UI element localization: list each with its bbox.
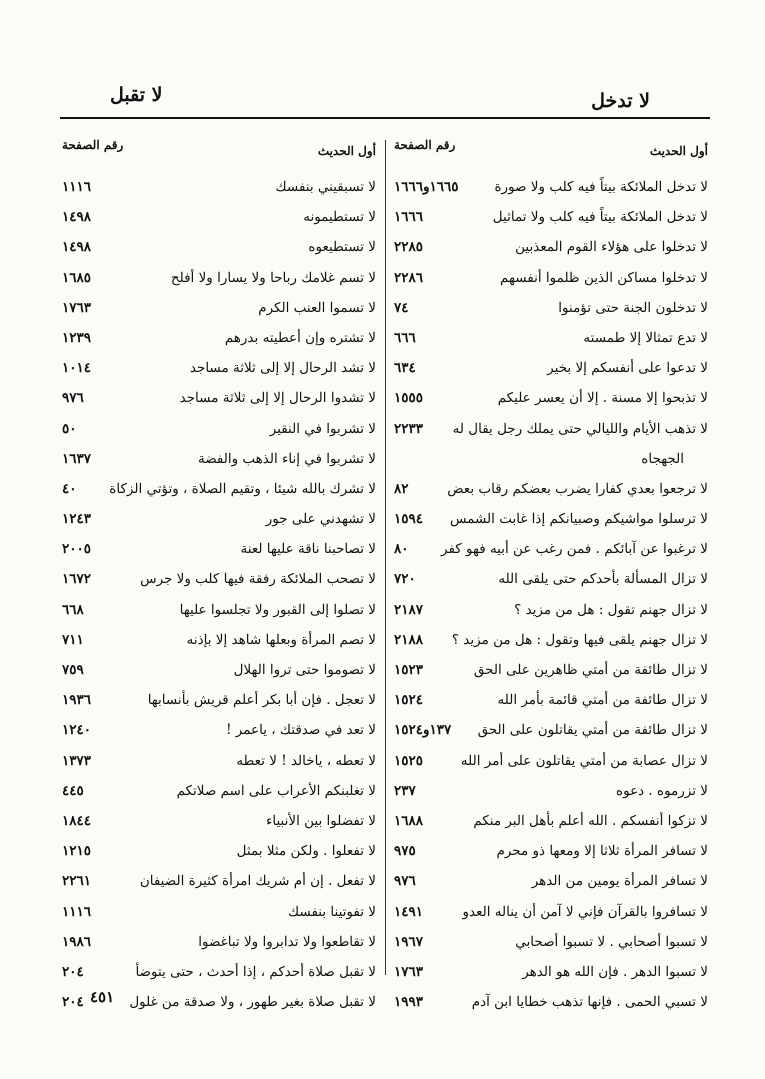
index-entry — [60, 836, 378, 866]
right-column-header — [392, 138, 710, 172]
hadith-incipit: لا تفعل . إن أم شريك امرأة كثيرة الضيفان — [139, 873, 376, 890]
index-entry — [60, 866, 378, 896]
page-number: ١٦٨٥ — [62, 269, 92, 286]
hadith-incipit: لا تسبوا أصحابي . لا تسبوا أصحابي — [515, 933, 708, 950]
index-entry — [60, 957, 378, 987]
page-number: ٨٠ — [394, 541, 409, 558]
hadith-incipit: لا تغلبنكم الأعراب على اسم صلاتكم — [176, 782, 376, 799]
hadith-incipit: لا تزال طائفة من أمتي يقاتلون على الحق — [477, 722, 708, 739]
index-entry — [392, 323, 710, 353]
page-number: ١٨٤٤ — [62, 812, 92, 829]
hadith-incipit: لا تقبل صلاة بغير طهور ، ولا صدقة من غلول — [129, 994, 376, 1011]
page-number: ٦٦٨ — [62, 601, 84, 618]
page-number: ١٦٣٧ — [62, 450, 92, 467]
page-number: ٩٧٥ — [394, 843, 416, 860]
index-entry — [392, 534, 710, 564]
index-entry — [392, 987, 710, 1017]
page-number: ٢٢٦١ — [62, 873, 92, 890]
index-entry — [60, 444, 378, 474]
column-divider — [385, 140, 386, 975]
hadith-incipit: لا تزال جهنم يلقى فيها وتقول : هل من مزيد ؟ — [451, 631, 708, 648]
hadith-incipit: لا تزكوا أنفسكم . الله أعلم بأهل البر منكم — [473, 812, 708, 829]
hadith-start-header: أول الحديث — [649, 144, 708, 158]
page-number: ٢٠٤ — [62, 963, 84, 980]
hadith-incipit: لا تصاحبنا ناقة عليها لعنة — [240, 541, 376, 558]
page-number: ١٦٦٥و١٦٦٦ — [394, 179, 459, 195]
page-number: ٢١٨٧ — [394, 601, 424, 618]
page-number: ٢٢٣٣ — [394, 420, 424, 437]
index-entry — [60, 595, 378, 625]
hadith-incipit: لا تفوتينا بنفسك — [288, 903, 376, 920]
index-entry — [392, 776, 710, 806]
index-entry — [392, 353, 710, 383]
index-entry — [60, 414, 378, 444]
page-number: ١٢٤٠ — [62, 722, 92, 739]
index-entry — [392, 806, 710, 836]
hadith-incipit: لا ترغبوا عن آبائكم . فمن رغب عن أبيه فهو كفر — [441, 541, 708, 558]
hadith-incipit: لا تزال طائفة من أمتي قائمة بأمر الله — [497, 692, 708, 709]
page-number: ١٩٩٣ — [394, 994, 424, 1011]
index-entry — [392, 715, 710, 745]
hadith-incipit: لا تعد في صدقتك ، ياعمر ! — [226, 722, 376, 739]
hadith-incipit: لا تسافر المرأة يومين من الدهر — [531, 873, 708, 890]
page-number: ١١١٦ — [62, 179, 92, 195]
index-entry — [60, 474, 378, 504]
hadith-incipit: لا تدعوا على أنفسكم إلا بخير — [547, 360, 708, 377]
page-number: ١٣٧و١٥٢٤ — [394, 722, 452, 739]
page-number: ٤٤٥ — [62, 782, 84, 799]
index-entry — [392, 564, 710, 594]
page-number: ١٠١٤ — [62, 360, 92, 377]
index-entry — [392, 202, 710, 232]
index-entry — [392, 625, 710, 655]
page-folio: ٤٥١ — [90, 988, 115, 1006]
index-entry — [60, 897, 378, 927]
hadith-incipit: لا تسبي الحمى . فإنها تذهب خطايا ابن آدم — [471, 994, 708, 1011]
page-number: ٧٥٩ — [62, 662, 84, 678]
hadith-incipit: لا تذبحوا إلا مسنة . إلا أن يعسر عليكم — [497, 390, 708, 407]
page-number: ١٦٦٦ — [394, 209, 424, 226]
page-number: ١٧٦٣ — [394, 963, 424, 980]
left-column-header — [60, 138, 378, 172]
hadith-incipit: لا تدخلوا مساكن الذين ظلموا أنفسهم — [500, 269, 708, 286]
hadith-incipit: لا ترجعوا بعدي كفارا يضرب بعضكم رقاب بعض — [447, 480, 708, 497]
index-entry — [60, 806, 378, 836]
page-number: ١٩٣٦ — [62, 692, 92, 709]
page-number: ١٥٢٣ — [394, 662, 424, 678]
page-number: ٥٠ — [62, 420, 77, 437]
index-entry — [60, 323, 378, 353]
index-entry — [392, 685, 710, 715]
page-number: ١٣٧٣ — [62, 752, 92, 769]
page-number: ٤٠ — [62, 480, 77, 497]
hadith-incipit: لا تسبوا الدهر . فإن الله هو الدهر — [522, 963, 708, 980]
page-number: ٨٢ — [394, 480, 409, 497]
hadith-incipit: لا تسم غلامك رباحا ولا يسارا ولا أفلح — [170, 269, 376, 286]
page-number: ٦٦٦ — [394, 329, 416, 346]
index-entry — [392, 414, 710, 444]
hadith-incipit: لا تزرموه . دعوه — [616, 782, 708, 799]
index-entry — [392, 866, 710, 896]
page-number: ١٥٥٥ — [394, 390, 424, 407]
hadith-incipit: لا تستطيمونه — [303, 209, 376, 226]
page-number: ٦٣٤ — [394, 360, 416, 377]
index-entry — [392, 293, 710, 323]
hadith-incipit: لا تشهدني على جور — [265, 511, 376, 528]
index-entry — [392, 504, 710, 534]
page-number: ١٢٤٣ — [62, 511, 92, 528]
index-entry — [60, 534, 378, 564]
hadith-incipit: لا تستطيعوه — [308, 239, 376, 256]
page-number: ١٤٩٨ — [62, 239, 92, 256]
hadith-incipit: لا تصوموا حتى تروا الهلال — [233, 662, 376, 678]
page-number: ١٢٣٩ — [62, 329, 92, 346]
hadith-incipit: لا تعجل . فإن أبا بكر أعلم قريش بأنسابها — [147, 692, 376, 709]
page-number: ١١١٦ — [62, 903, 92, 920]
hadith-incipit: لا تسموا العنب الكرم — [258, 299, 376, 316]
hadith-incipit: لا تذهب الأيام والليالي حتى يملك رجل يقال له — [452, 420, 708, 437]
index-entry — [60, 383, 378, 413]
hadith-incipit: لا تشدوا الرحال إلا إلى ثلاثة مساجد — [179, 390, 376, 407]
index-entry — [60, 715, 378, 745]
index-entry — [392, 655, 710, 685]
page-number: ١٥٢٥ — [394, 752, 424, 769]
hadith-incipit: لا تصلوا إلى القبور ولا تجلسوا عليها — [179, 601, 376, 618]
index-entry — [60, 172, 378, 202]
page-number: ٢٠٤ — [62, 994, 84, 1011]
hadith-incipit: لا تزال جهنم تقول : هل من مزيد ؟ — [514, 601, 708, 618]
hadith-incipit: الجهجاه — [641, 450, 684, 467]
page-number: ٢٣٧ — [394, 782, 416, 799]
index-entry — [392, 474, 710, 504]
page-number: ٧٢٠ — [394, 571, 416, 588]
page-number: ٧١١ — [62, 631, 84, 648]
page-number: ١٦٧٢ — [62, 571, 92, 588]
page-number-header: رقم الصفحة — [62, 138, 124, 152]
index-entry — [392, 172, 710, 202]
running-head-right: لا تدخل — [591, 90, 650, 112]
page-number: ١٥٢٤ — [394, 692, 424, 709]
index-entry — [60, 746, 378, 776]
index-entry — [60, 353, 378, 383]
page-number: ١٢١٥ — [62, 843, 92, 860]
hadith-incipit: لا تزال المسألة بأحدكم حتى يلقى الله — [498, 571, 708, 588]
page-number: ٢١٨٨ — [394, 631, 424, 648]
index-entry — [60, 625, 378, 655]
hadith-incipit: لا تقبل صلاة أحدكم ، إذا أحدث ، حتى يتوضأ — [135, 963, 376, 980]
index-entry — [60, 776, 378, 806]
hadith-incipit: لا تفضلوا بين الأنبياء — [266, 812, 376, 829]
page-number: ١٤٩١ — [394, 903, 424, 920]
index-entry — [392, 263, 710, 293]
hadith-incipit: لا تعطه ، ياخالد ! لا تعطه — [236, 752, 376, 769]
hadith-incipit: لا تشربوا في إناء الذهب والفضة — [197, 450, 376, 467]
page-number: ١٧٦٣ — [62, 299, 92, 316]
hadith-incipit: لا تزال طائفة من أمتي ظاهرين على الحق — [473, 662, 708, 678]
page-number: ١٩٦٧ — [394, 933, 424, 950]
index-entry — [60, 293, 378, 323]
index-entry — [60, 202, 378, 232]
hadith-incipit: لا تدخل الملائكة بيتاً فيه كلب ولا تماثيل — [492, 209, 708, 226]
page-number: ١٦٨٨ — [394, 812, 424, 829]
index-entry — [60, 685, 378, 715]
index-entry — [392, 897, 710, 927]
hadith-incipit: لا تشرك بالله شيئا ، وتقيم الصلاة ، وتؤتي الزكاة — [109, 480, 376, 497]
index-entry — [392, 746, 710, 776]
hadith-incipit: لا تصحب الملائكة رفقة فيها كلب ولا جرس — [140, 571, 376, 588]
hadith-incipit: لا تسافروا بالقرآن فإني لا آمن أن يناله العدو — [462, 903, 708, 920]
hadith-incipit: لا تصم المرأة وبعلها شاهد إلا بإذنه — [186, 631, 376, 648]
left-column — [60, 138, 378, 1017]
hadith-start-header: أول الحديث — [317, 144, 376, 158]
hadith-incipit: لا تقاطعوا ولا تدابروا ولا تباغضوا — [198, 933, 376, 950]
index-entry — [392, 232, 710, 262]
hadith-incipit: لا ترسلوا مواشيكم وصبيانكم إذا غابت الشمس — [449, 511, 708, 528]
index-entry — [392, 957, 710, 987]
page-number: ٢٢٨٥ — [394, 239, 424, 256]
hadith-incipit: لا تدخلون الجنة حتى تؤمنوا — [558, 299, 708, 316]
index-entry — [60, 927, 378, 957]
page-number: ٢٠٠٥ — [62, 541, 92, 558]
index-entry — [392, 383, 710, 413]
index-entry — [392, 836, 710, 866]
index-entry — [60, 564, 378, 594]
page-number: ١٩٨٦ — [62, 933, 92, 950]
running-head-left: لا تقبل — [110, 84, 163, 106]
page-number: ١٥٩٤ — [394, 511, 424, 528]
index-entry — [60, 232, 378, 262]
hadith-incipit: لا تشربوا في النقير — [269, 420, 376, 437]
index-entry — [60, 655, 378, 685]
index-entry — [392, 927, 710, 957]
hadith-incipit: لا تسافر المرأة ثلاثا إلا ومعها ذو محرم — [496, 843, 708, 860]
right-column — [392, 138, 710, 1017]
hadith-incipit: لا تزال عصابة من أمتي يقاتلون على أمر الله — [460, 752, 708, 769]
page-number-header: رقم الصفحة — [394, 138, 456, 152]
hadith-incipit: لا تدخل الملائكة بيتاً فيه كلب ولا صورة — [494, 179, 708, 195]
page-number: ٩٧٦ — [394, 873, 416, 890]
page-number: ٢٢٨٦ — [394, 269, 424, 286]
index-entry — [60, 504, 378, 534]
hadith-incipit: لا تدع تمثالا إلا طمسته — [583, 329, 708, 346]
hadith-incipit: لا تدخلوا على هؤلاء القوم المعذبين — [515, 239, 708, 256]
index-entry — [392, 595, 710, 625]
hadith-incipit: لا تشد الرحال إلا إلى ثلاثة مساجد — [189, 360, 376, 377]
index-entry — [392, 444, 710, 474]
hadith-incipit: لا تسبقيني بنفسك — [275, 179, 376, 195]
header-rule — [60, 117, 710, 119]
page-number: ٩٧٦ — [62, 390, 84, 407]
hadith-incipit: لا تشتره وإن أعطيته بدرهم — [224, 329, 376, 346]
hadith-incipit: لا تفعلوا . ولكن مثلا بمثل — [236, 843, 376, 860]
page-number: ١٤٩٨ — [62, 209, 92, 226]
page-number: ٧٤ — [394, 299, 409, 316]
index-entry — [60, 263, 378, 293]
